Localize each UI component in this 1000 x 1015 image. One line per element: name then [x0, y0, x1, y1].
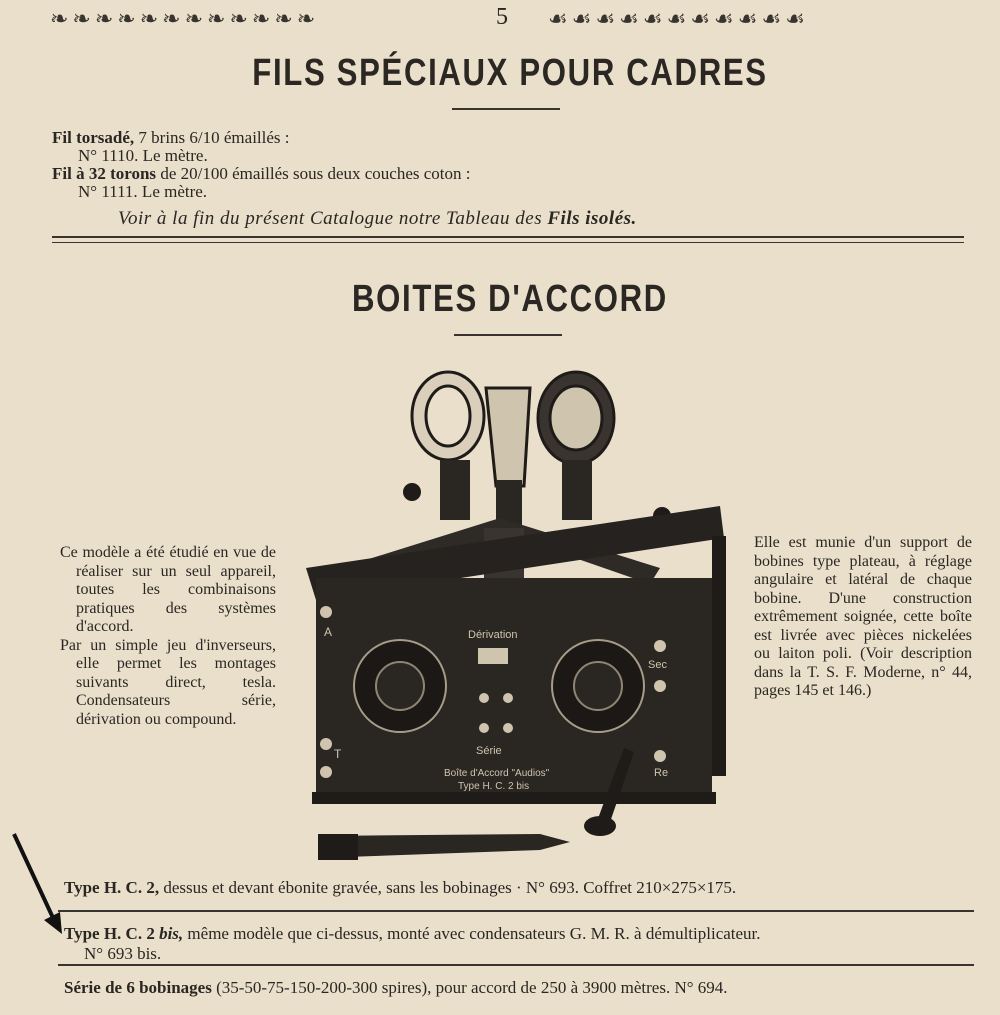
label-re: Re — [654, 767, 669, 779]
type-hc2-bis-ref: N° 693 bis. — [84, 944, 162, 963]
label-plate-1: Boîte d'Accord "Audios" — [444, 768, 550, 779]
coil-right — [538, 372, 614, 464]
label-a: A — [324, 625, 333, 639]
fil-32-torons-ref: N° 1111. Le mètre. — [78, 182, 208, 201]
type-divider-1 — [58, 910, 974, 912]
tuning-box-illustration — [300, 368, 740, 868]
type-hc2-line: Type H. C. 2, dessus et devant ébonite gravée, sans les bobinages · N° 693. Coffret 210×275×175. — [64, 878, 737, 897]
label-plate-2: Type H. C. 2 bis — [458, 781, 530, 792]
label-sec: Sec — [648, 659, 667, 671]
label-t: T — [334, 747, 342, 761]
fil-torsade-line: Fil torsadé, 7 brins 6/10 émaillés : — [52, 128, 290, 147]
description-left: Ce modèle a été étudié en vue de réaliser sur un seul appareil, toutes les combinaisons pratiques des systèmes d'accord. Par un simple jeu d'inverseurs, elle permet les montages suivants direct, tesla. Condensateurs série, dérivation ou compound. — [60, 544, 276, 728]
fil-32-torons-line: Fil à 32 torons de 20/100 émaillés sous deux couches coton : — [52, 164, 471, 183]
title-underline — [452, 108, 560, 110]
description-right: Elle est munie d'un support de bobines type plateau, à réglage angulaire et latéral de chaque bobine. D'une construction extrêmement soignée, cette boîte est livrée avec pièces nickelées ou laiton poli. (Voir description dans la T. S. F. Moderne, n° 44, pages 145 et 146.) — [754, 534, 972, 699]
type-hc2-bis-line: Type H. C. 2 bis, même modèle que ci-dessus, monté avec condensateurs G. M. R. à démultiplicateur. — [64, 924, 761, 943]
section-title-boites: BOITES D'ACCORD — [352, 278, 668, 320]
label-derivation: Dérivation — [468, 629, 518, 641]
ornament-right: ☙☙☙☙☙☙☙☙☙☙☙ — [548, 6, 809, 31]
coil-left — [412, 372, 484, 460]
title-underline-2 — [454, 334, 562, 336]
coil-middle — [486, 388, 530, 486]
margin-arrow-icon — [6, 828, 76, 938]
page-number: 5 — [496, 4, 508, 30]
section-title-fils: FILS SPÉCIAUX POUR CADRES — [252, 52, 768, 94]
fils-isoles-note: Voir à la fin du présent Catalogue notre Tableau des Fils isolés. — [118, 208, 637, 229]
section-divider-bottom — [52, 242, 964, 243]
section-divider-top — [52, 236, 964, 238]
type-divider-2 — [58, 964, 974, 966]
label-serie: Série — [476, 745, 502, 757]
serie-bobinages-line: Série de 6 bobinages (35-50-75-150-200-300 spires), pour accord de 250 à 3900 mètres. N° 694. — [64, 978, 728, 997]
ornament-left: ❧❧❧❧❧❧❧❧❧❧❧❧ — [50, 6, 320, 31]
fil-torsade-ref: N° 1110. Le mètre. — [78, 146, 208, 165]
